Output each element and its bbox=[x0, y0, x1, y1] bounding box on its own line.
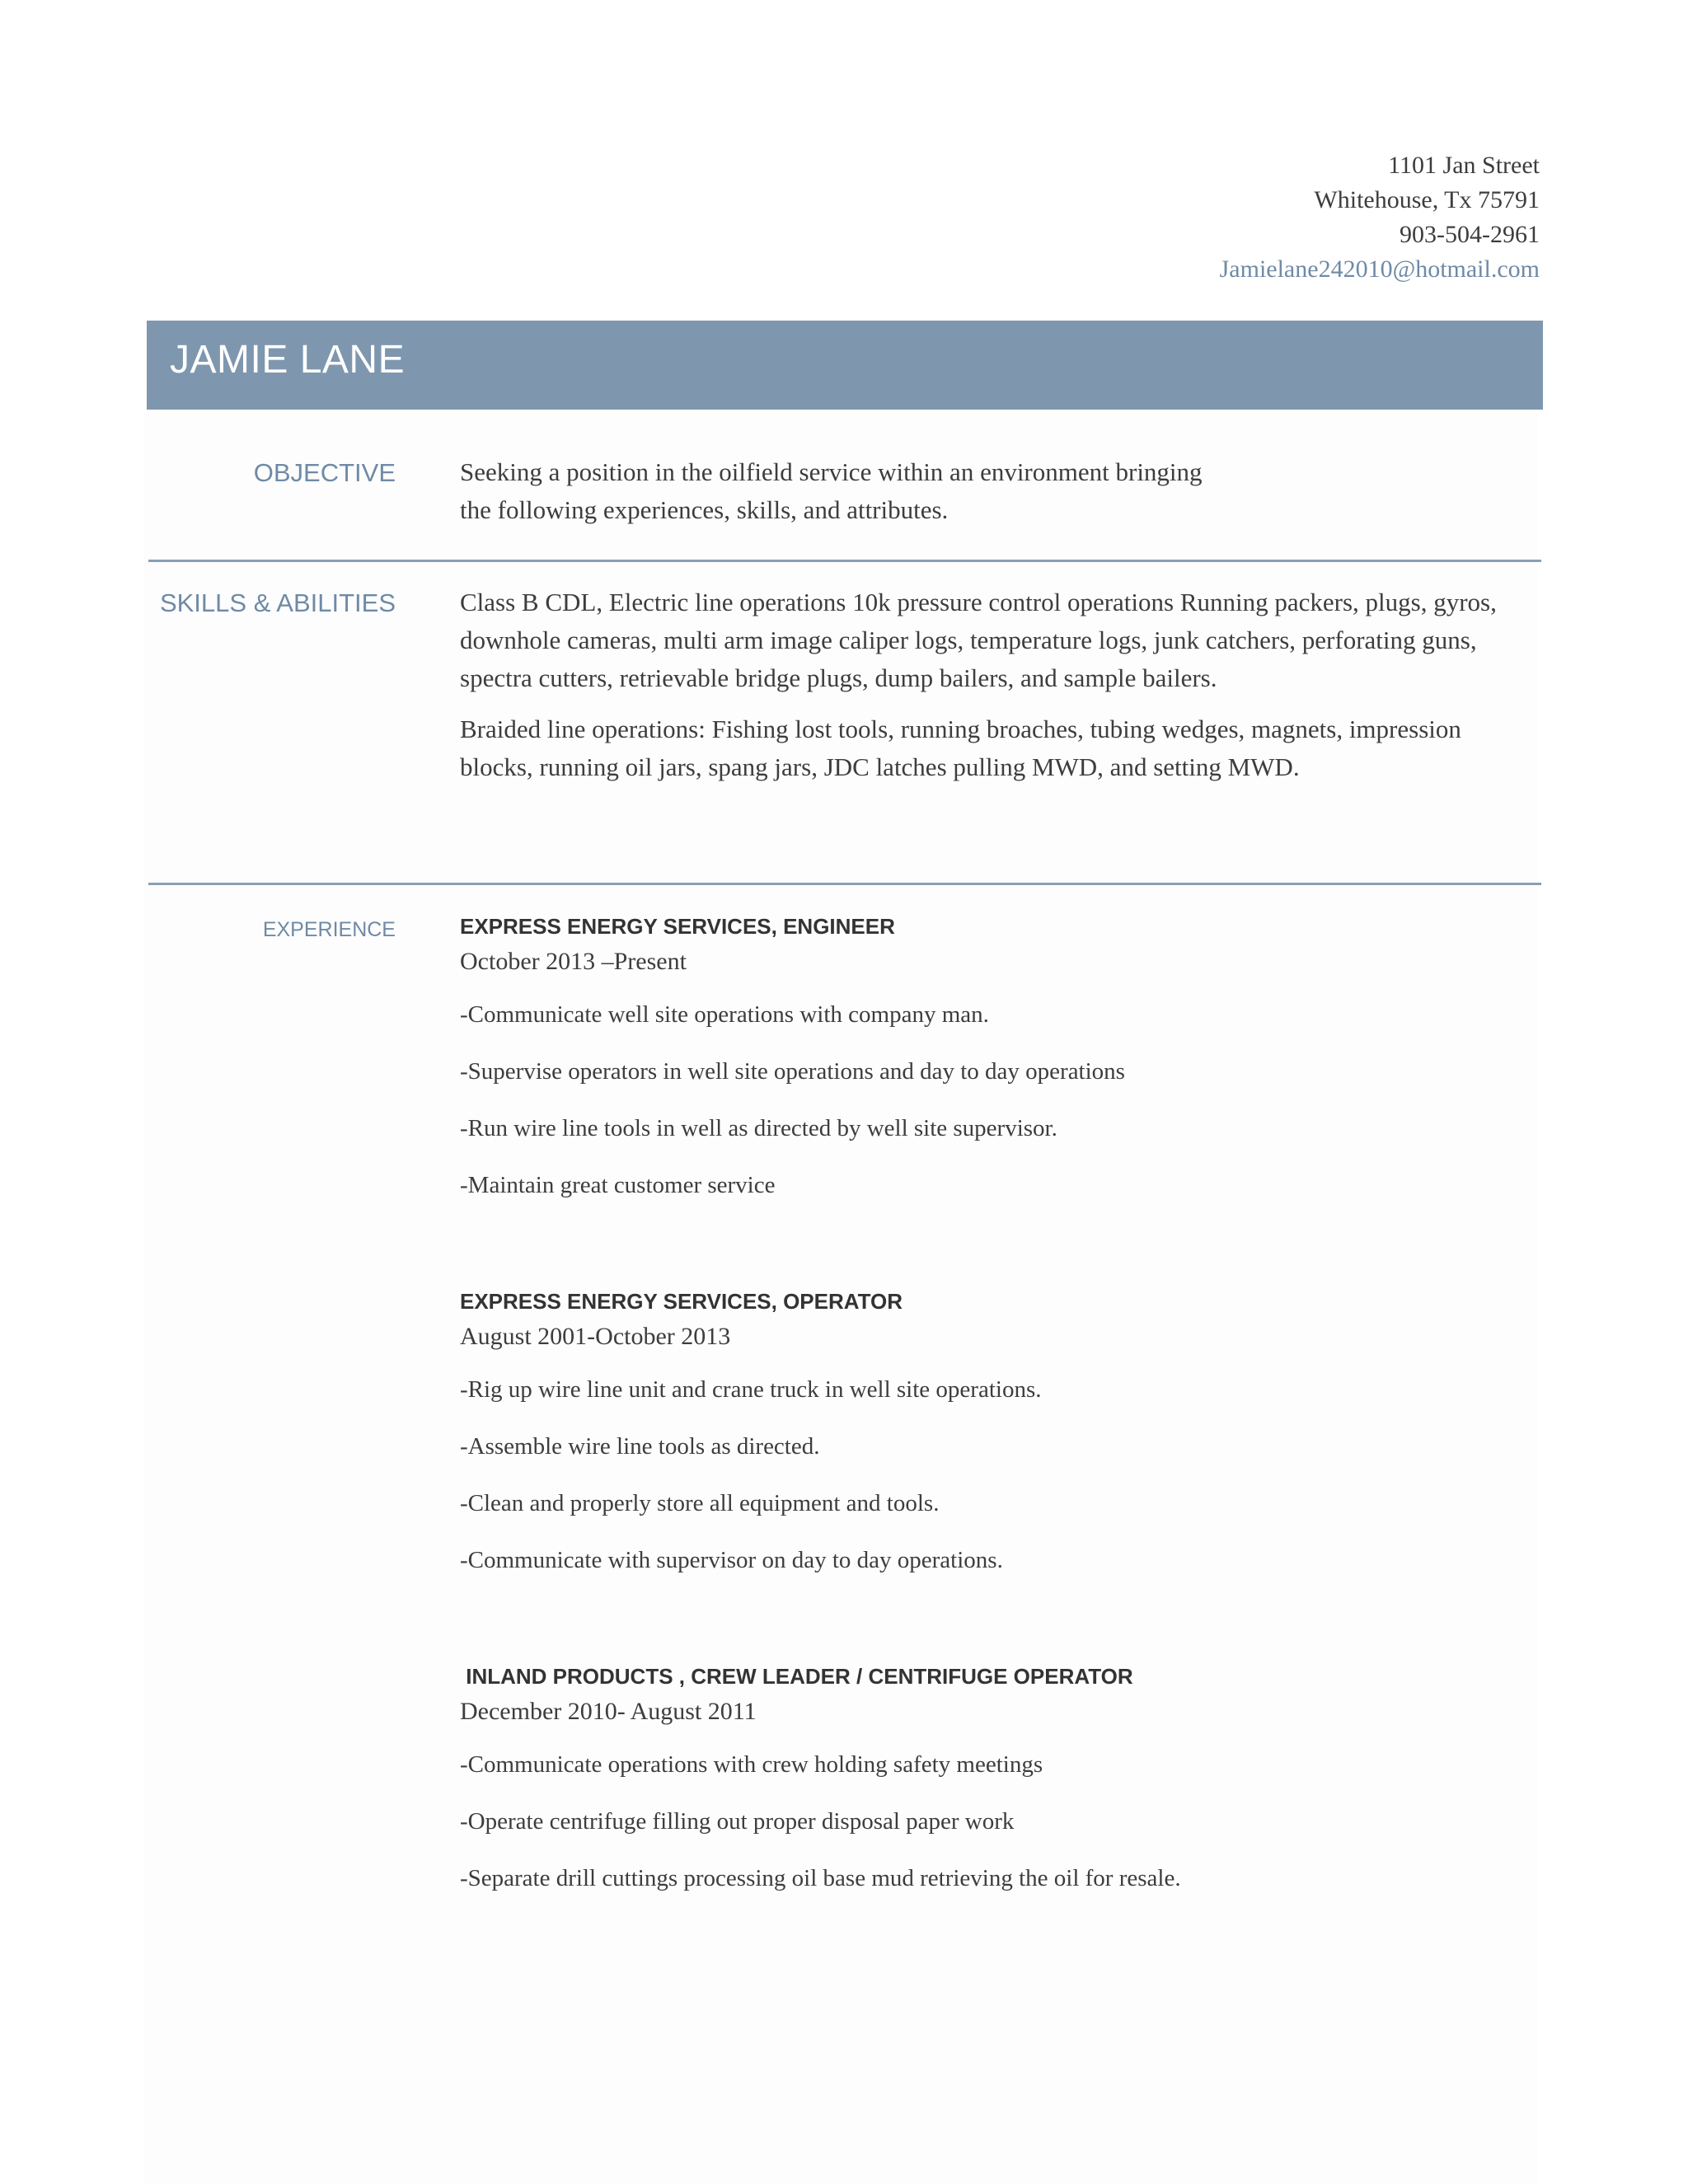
skills-paragraph: Braided line operations: Fishing lost tools, running broaches, tubing wedges, magnets, impression blocks, running oil jars, spang jars, JDC latches pulling MWD, and setting MWD. bbox=[460, 715, 1461, 781]
skills-paragraph: Class B CDL, Electric line operations 10k pressure control operations Running packers, plugs, gyros, downhole cameras, multi arm image caliper logs, temperature logs, junk catchers, perforating guns, spectra cutters, retrievable bridge plugs, dump bailers, and sample bailers. bbox=[460, 588, 1497, 692]
job-bullet: -Clean and properly store all equipment and tools. bbox=[460, 1490, 940, 1516]
objective-label: OBJECTIVE bbox=[253, 458, 396, 487]
contact-street: 1101 Jan Street bbox=[1388, 152, 1540, 179]
experience-label: EXPERIENCE bbox=[262, 918, 396, 941]
job-title: INLAND PRODUCTS , CREW LEADER / CENTRIFUGE OPERATOR bbox=[460, 1664, 1133, 1689]
contact-city: Whitehouse, Tx 75791 bbox=[1314, 186, 1540, 213]
job-bullet: -Separate drill cuttings processing oil base mud retrieving the oil for resale. bbox=[460, 1865, 1181, 1891]
objective-text bbox=[460, 453, 1523, 529]
job-entry bbox=[460, 912, 1523, 1202]
skills-text bbox=[460, 583, 1523, 799]
job-dates: December 2010- August 2011 bbox=[460, 1698, 757, 1725]
objective-line: Seeking a position in the oilfield service within an environment bringing bbox=[460, 457, 1203, 486]
name-banner bbox=[147, 321, 1543, 410]
job-bullet: -Supervise operators in well site operations and day to day operations bbox=[460, 1058, 1125, 1085]
job-bullet: -Rig up wire line unit and crane truck in well site operations. bbox=[460, 1376, 1042, 1403]
job-bullet: -Communicate operations with crew holding safety meetings bbox=[460, 1751, 1043, 1778]
job-title: EXPRESS ENERGY SERVICES, ENGINEER bbox=[460, 914, 895, 939]
section-divider bbox=[148, 560, 1541, 562]
skills-label: SKILLS & ABILITIES bbox=[159, 588, 396, 617]
contact-email[interactable]: Jamielane242010@hotmail.com bbox=[1219, 255, 1540, 283]
job-dates: October 2013 –Present bbox=[460, 948, 687, 975]
job-bullet: -Maintain great customer service bbox=[460, 1172, 776, 1198]
job-entry bbox=[460, 1286, 1523, 1577]
job-bullet: -Assemble wire line tools as directed. bbox=[460, 1433, 820, 1460]
candidate-name: JAMIE LANE bbox=[170, 338, 406, 382]
job-bullet: -Run wire line tools in well as directed by well site supervisor. bbox=[460, 1115, 1057, 1141]
job-title: EXPRESS ENERGY SERVICES, OPERATOR bbox=[460, 1289, 903, 1314]
section-divider bbox=[148, 883, 1541, 885]
job-bullet: -Operate centrifuge filling out proper disposal paper work bbox=[460, 1808, 1015, 1835]
job-entry bbox=[460, 1661, 1523, 1895]
contact-block bbox=[963, 148, 1540, 287]
job-dates: August 2001-October 2013 bbox=[460, 1323, 731, 1350]
objective-line: the following experiences, skills, and attributes. bbox=[460, 495, 949, 524]
experience-list bbox=[460, 912, 1523, 1895]
job-bullet: -Communicate with supervisor on day to day operations. bbox=[460, 1547, 1003, 1573]
job-bullet: -Communicate well site operations with company man. bbox=[460, 1001, 989, 1028]
contact-phone: 903-504-2961 bbox=[1400, 221, 1540, 248]
